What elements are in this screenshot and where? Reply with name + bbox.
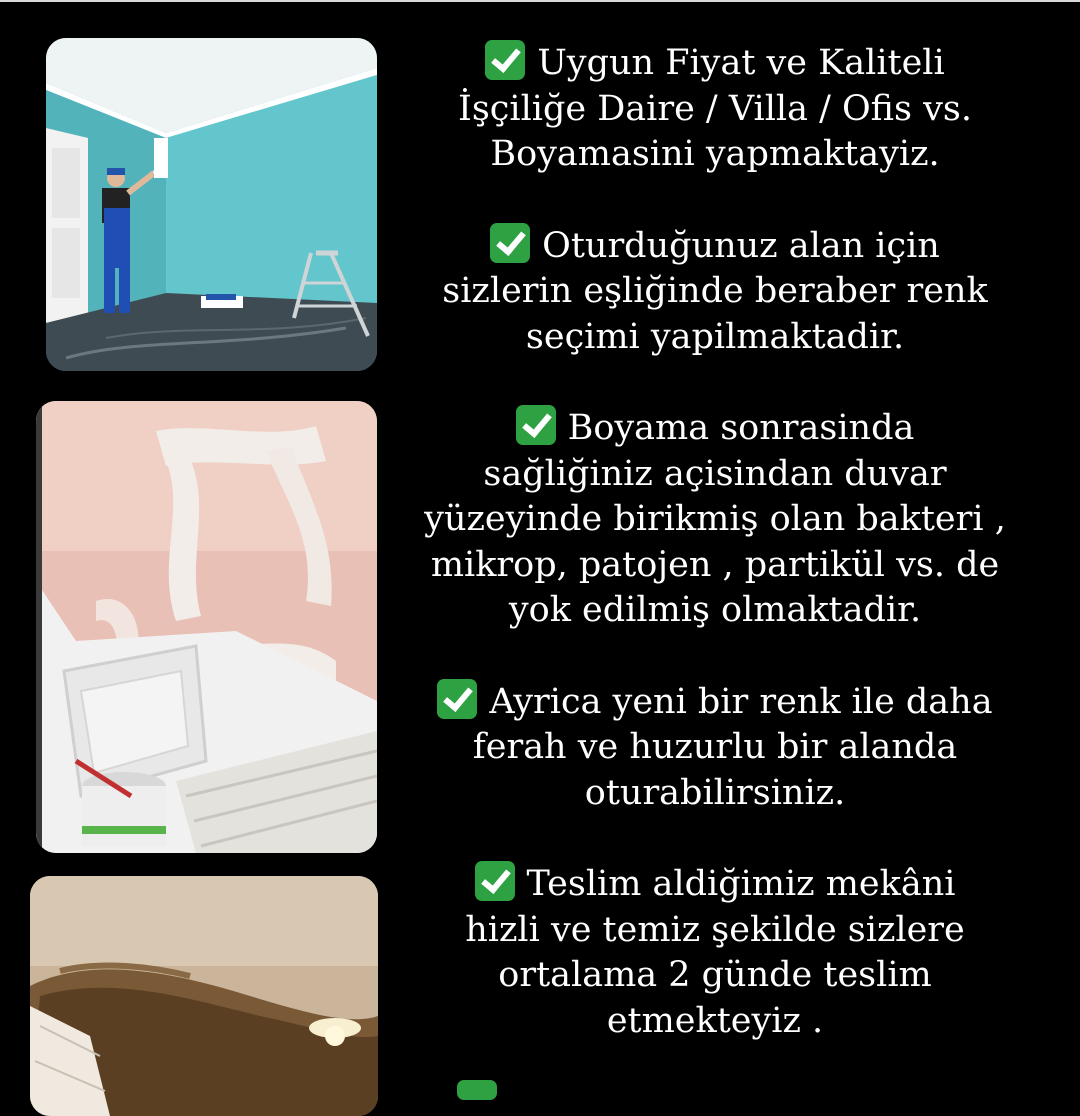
feature-line: Boyama sonrasinda	[420, 405, 1010, 452]
feature-line: ortalama 2 günde teslim	[498, 955, 932, 995]
check-mark-icon	[437, 679, 477, 719]
feature-line: mikrop, patojen , partikül vs. de	[430, 544, 1000, 585]
feature-line: sizlerin eşliğinde beraber renk	[442, 271, 988, 311]
feature-line: yüzeyinde birikmiş olan bakteri ,	[424, 499, 1006, 539]
feature-line: etmekteyiz .	[606, 1000, 824, 1041]
feature-line: seçimi yapilmaktadir.	[525, 316, 905, 357]
feature-line: ferah ve huzurlu bir alanda	[472, 727, 958, 767]
feature-bullet-3	[420, 405, 1010, 634]
feature-line: Uygun Fiyat ve Kaliteli	[420, 40, 1010, 87]
photo-plastered-wall-stairs	[36, 401, 377, 853]
check-mark-icon-cut-off	[457, 1080, 497, 1100]
feature-line: yok edilmiş olmaktadir.	[508, 590, 922, 630]
feature-bullet-2	[420, 223, 1010, 361]
feature-line: Teslim aldiğimiz mekâni	[420, 861, 1010, 908]
photo-painter-turquoise-room	[46, 38, 377, 371]
top-border	[0, 0, 1080, 2]
feature-line: hizli ve temiz şekilde sizlere	[465, 909, 965, 950]
feature-list	[420, 40, 1010, 1089]
feature-bullet-5	[420, 861, 1010, 1044]
check-mark-icon	[490, 223, 530, 263]
feature-bullet-1	[420, 40, 1010, 178]
feature-line: Oturduğunuz alan için	[420, 223, 1010, 270]
feature-line: sağliğiniz açisindan duvar	[483, 453, 947, 494]
feature-line: Ayrica yeni bir renk ile daha	[420, 679, 1010, 726]
check-mark-icon	[516, 405, 556, 445]
check-mark-icon	[485, 40, 525, 80]
feature-bullet-4	[420, 679, 1010, 817]
feature-line: oturabilirsiniz.	[584, 772, 846, 813]
feature-line: İşçiliğe Daire / Villa / Ofis vs.	[458, 88, 972, 129]
check-mark-icon	[475, 861, 515, 901]
feature-line: Boyamasini yapmaktayiz.	[490, 134, 940, 174]
photo-damaged-ceiling	[30, 876, 378, 1116]
